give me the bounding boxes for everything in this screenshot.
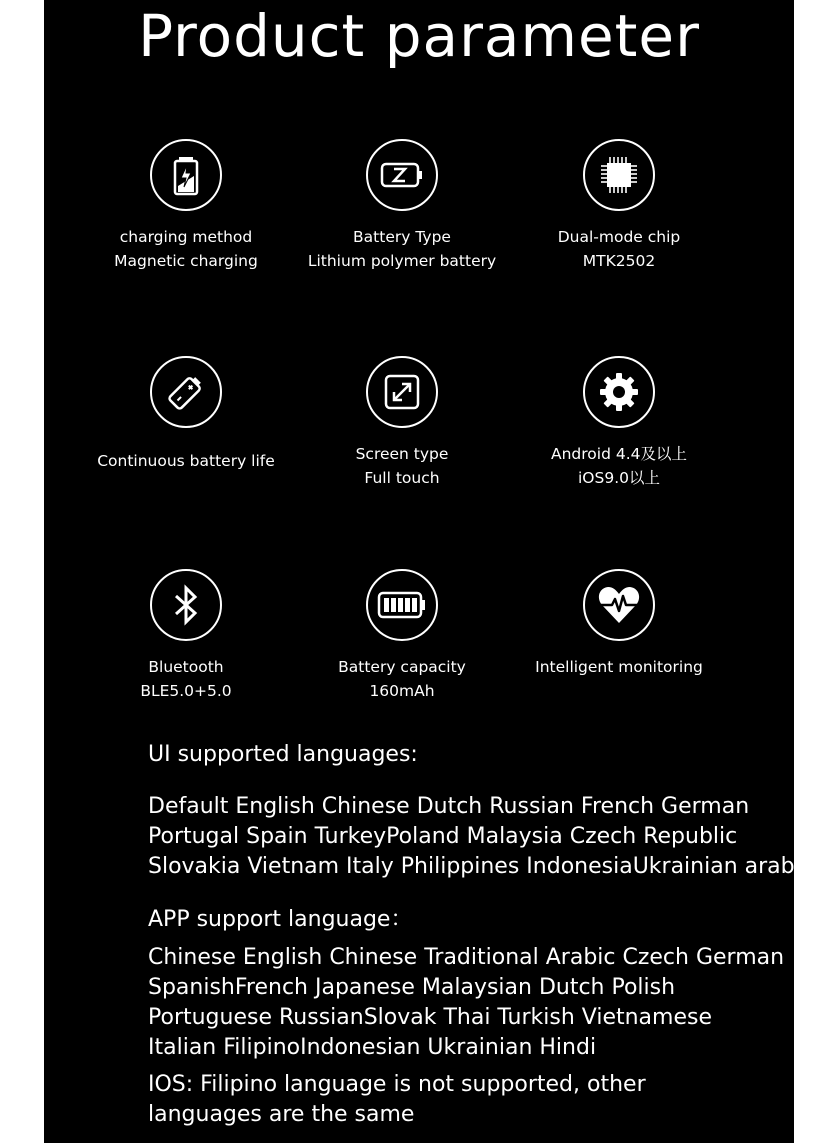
expand-screen-icon (366, 356, 438, 428)
app-languages-line: Italian FilipinoIndonesian Ukrainian Hindi (148, 1035, 597, 1060)
ui-languages-section (148, 740, 795, 882)
param-label: Continuous battery life (97, 452, 275, 470)
param-value: MTK2502 (582, 252, 656, 270)
param-battery-capacity (282, 569, 522, 703)
param-screen-type (282, 356, 522, 490)
chip-icon (583, 139, 655, 211)
param-battery-type (282, 139, 522, 273)
param-label: Screen type (355, 445, 449, 463)
param-value: Lithium polymer battery (307, 252, 497, 270)
battery-full-icon (366, 569, 438, 641)
param-charging-method (66, 139, 306, 273)
param-battery-life (66, 356, 306, 473)
app-languages-section (148, 905, 788, 1063)
param-value: Full touch (364, 469, 440, 487)
ui-languages-line: Slovakia Vietnam Italy Philippines IndonesiaUkrainian arab (148, 854, 795, 879)
param-label: Android 4.4及以上 (550, 445, 687, 463)
param-label: Battery capacity (338, 658, 466, 676)
ios-note-line: IOS: Filipino language is not supported, other (148, 1072, 646, 1097)
ui-languages-line: Portugal Spain TurkeyPoland Malaysia Czech Republic (148, 824, 738, 849)
param-dual-mode-chip (499, 139, 739, 273)
battery-tilted-icon (150, 356, 222, 428)
param-value: Magnetic charging (114, 252, 258, 270)
app-languages-line: Portuguese RussianSlovak Thai Turkish Vietnamese (148, 1005, 712, 1030)
heart-pulse-icon (583, 569, 655, 641)
app-languages-line: SpanishFrench Japanese Malaysian Dutch Polish (148, 975, 676, 1000)
page-title: Product parameter (138, 2, 700, 70)
param-label: Intelligent monitoring (535, 658, 703, 676)
param-value: BLE5.0+5.0 (140, 682, 232, 700)
bluetooth-icon (150, 569, 222, 641)
ios-note-section (148, 1070, 788, 1130)
param-label: Bluetooth (148, 658, 224, 676)
param-value: iOS9.0以上 (578, 469, 660, 487)
battery-z-icon (366, 139, 438, 211)
battery-charging-icon (150, 139, 222, 211)
param-bluetooth (66, 569, 306, 703)
ui-languages-heading: UI supported languages: (148, 742, 418, 767)
param-label: Battery Type (353, 228, 451, 246)
param-os-support (499, 356, 739, 490)
param-value: 160mAh (369, 682, 435, 700)
app-languages-line: Chinese English Chinese Traditional Arabic Czech German (148, 945, 785, 970)
ios-note-line: languages are the same (148, 1102, 415, 1127)
gear-icon (583, 356, 655, 428)
param-label: charging method (119, 228, 253, 246)
app-languages-heading: APP support language： (148, 907, 413, 932)
product-parameter-panel (44, 0, 794, 1143)
param-label: Dual-mode chip (557, 228, 681, 246)
ui-languages-line: Default English Chinese Dutch Russian French German (148, 794, 750, 819)
param-intelligent-monitoring (499, 569, 739, 679)
